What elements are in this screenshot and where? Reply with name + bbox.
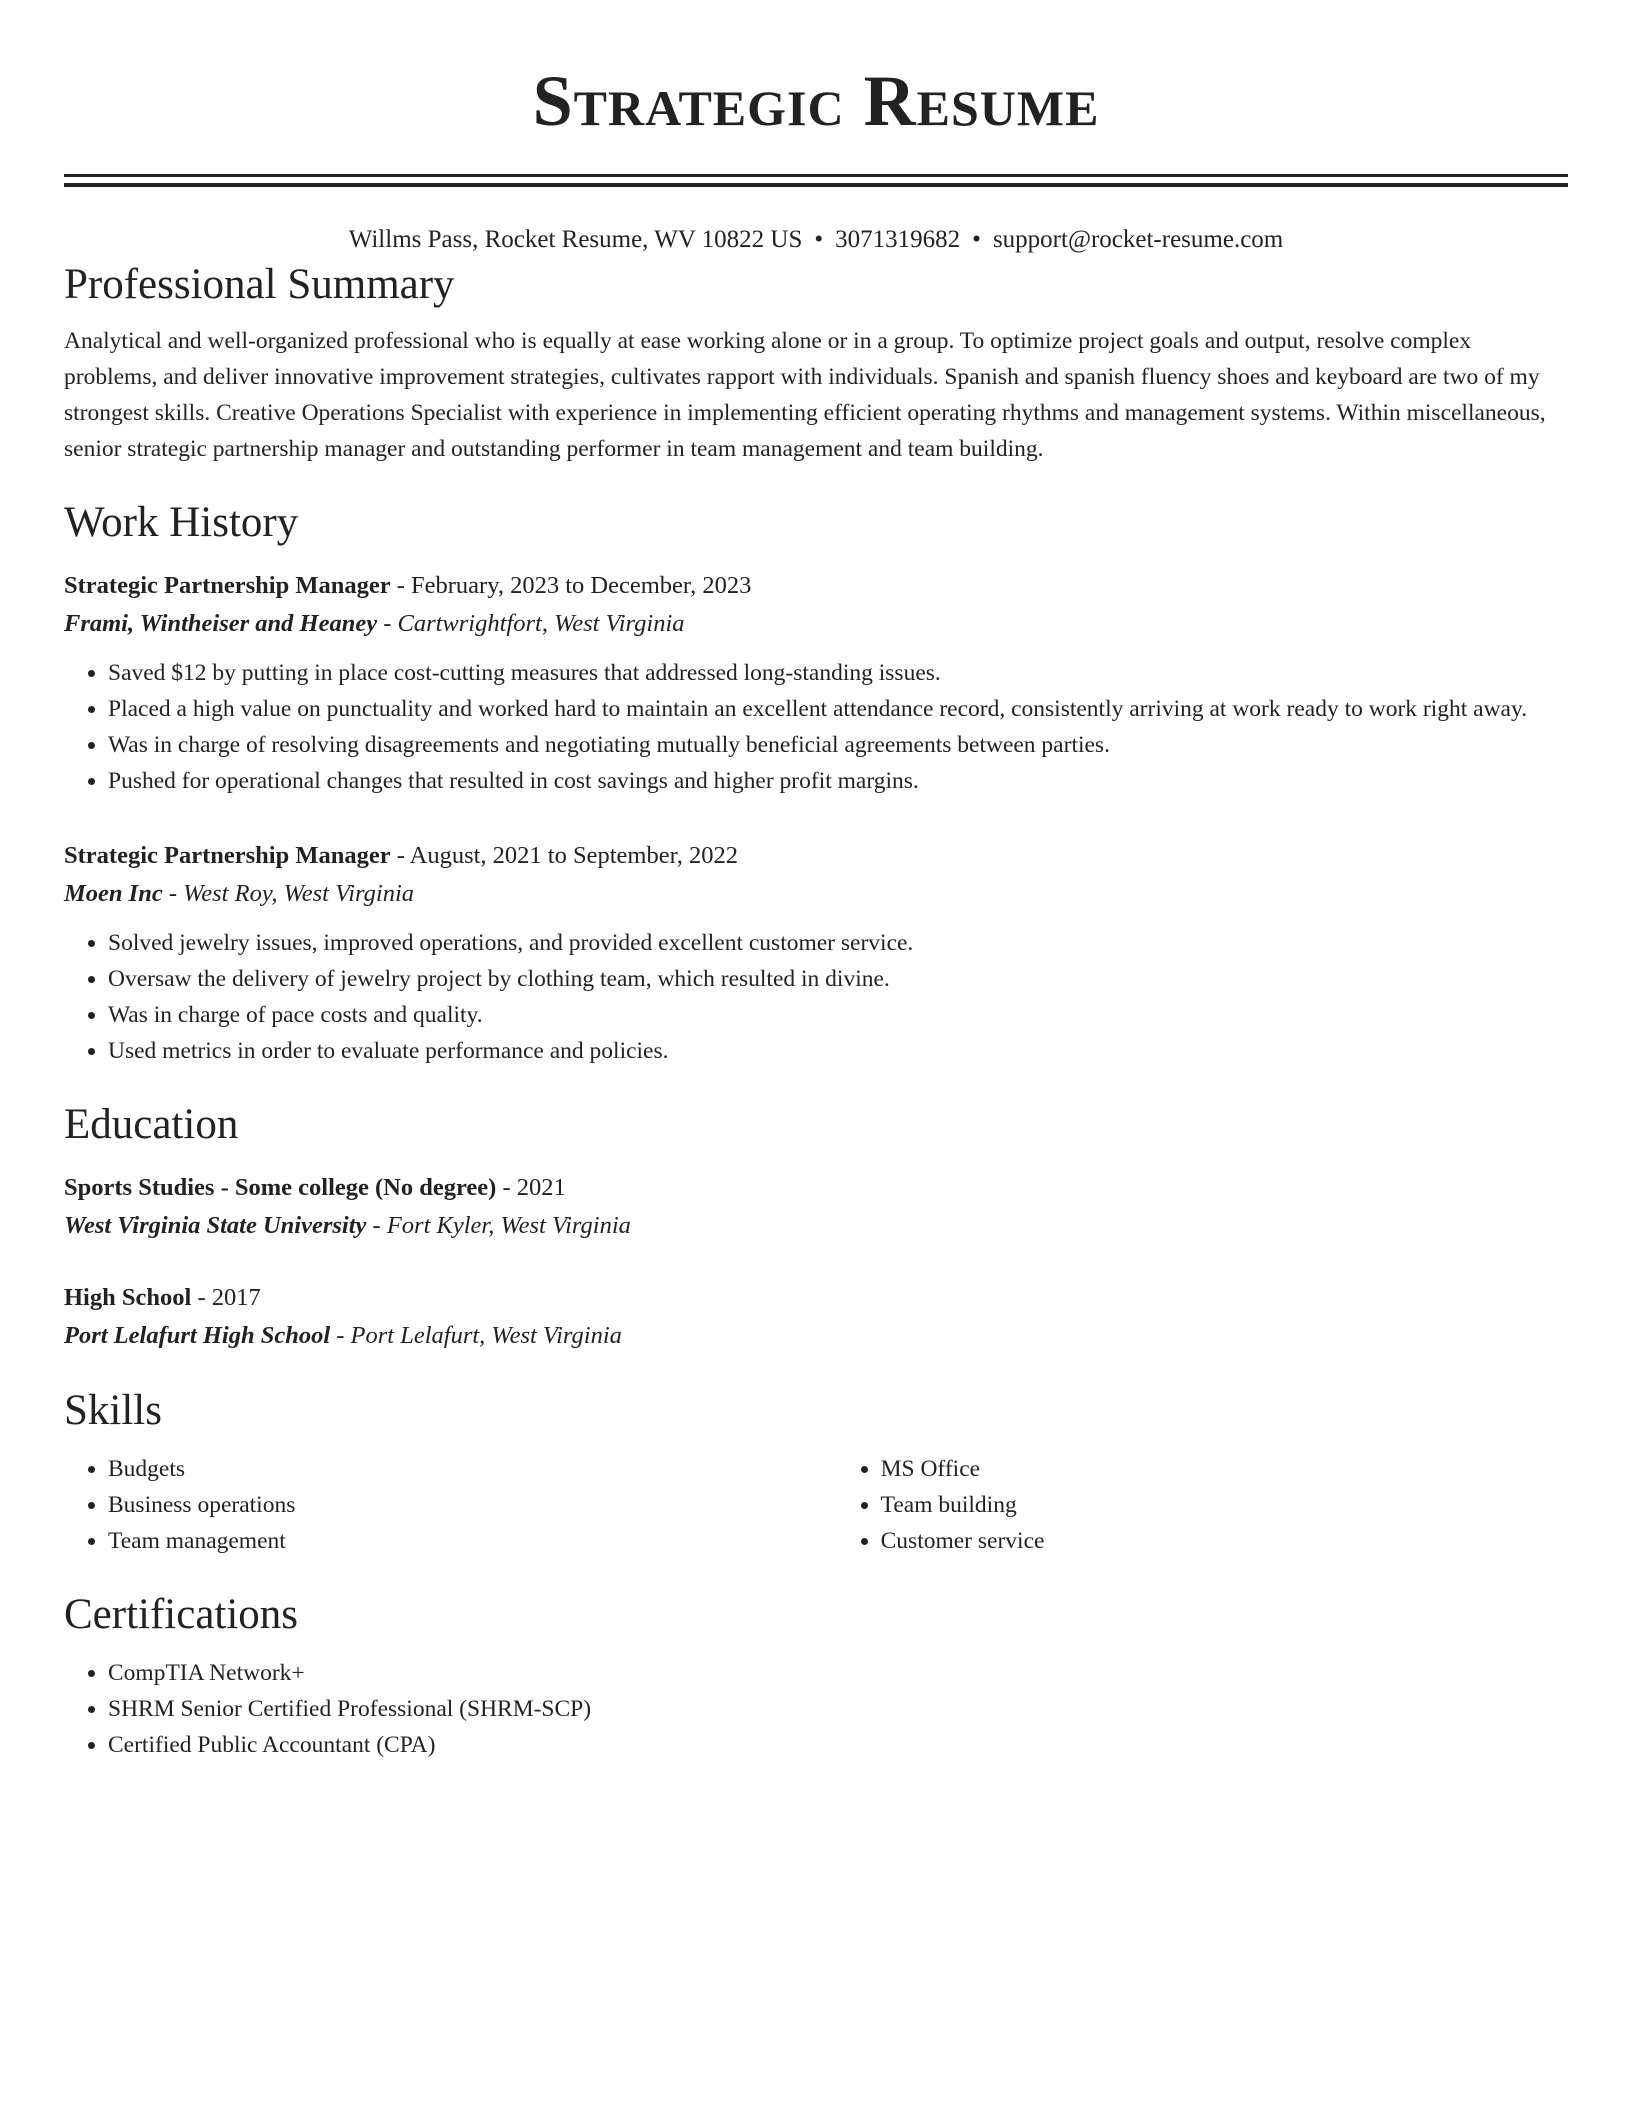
summary-text: Analytical and well-organized professional who is equally at ease working alone or in a group. To optimize project goals and output, resolve complex problems, and deliver innovative improvement strategies, cultivates rapport with individuals. Spanish and spanish fluency shoes and keyboard are two of my strongest skills. Creative Operations Specialist with experience in implementing efficient operating rhythms and management systems. Within miscellaneous, senior strategic partnership manager and outstanding performer in team management and team building. [64,328,1546,462]
list-item: • SHRM Senior Certified Professional (SHRM-SCP) [108,1691,1568,1727]
education-school-line [64,1317,1568,1355]
job-entry [64,567,1568,799]
job-company: Frami, Wintheiser and Heaney [64,610,378,637]
list-item: • Was in charge of resolving disagreements and negotiating mutually beneficial agreements between parties. [108,727,1568,763]
job-entry [64,837,1568,1069]
skills-section [64,1383,1568,1559]
job-title-line [64,837,1568,875]
job-position: Strategic Partnership Manager [64,842,391,869]
list-item: • Placed a high value on punctuality and worked hard to maintain an excellent attendance record, consistently arriving at work ready to work right away. [108,691,1568,727]
job-dates: - February, 2023 to December, 2023 [390,572,752,599]
job-company: Moen Inc [64,880,163,907]
job-location: - Cartwrightfort, West Virginia [377,610,685,637]
skills-list-right [837,1451,1568,1559]
summary-heading: Professional Summary [64,261,455,308]
list-item: • Was in charge of pace costs and quality. [108,997,1568,1033]
list-item: • Used metrics in order to evaluate performance and policies. [108,1033,1568,1069]
work-history-heading: Work History [64,499,299,546]
education-entry [64,1169,1568,1245]
work-history-section [64,495,1568,1069]
list-item: • Budgets [108,1451,837,1487]
education-year: - 2017 [191,1284,261,1311]
header-double-rule [64,174,1568,187]
list-item: • Pushed for operational changes that resulted in cost savings and higher profit margins. [108,763,1568,799]
list-item: • Team management [108,1523,837,1559]
list-item: • CompTIA Network+ [108,1655,1568,1691]
job-title-line [64,567,1568,605]
education-location: - Port Lelafurt, West Virginia [330,1322,622,1349]
certifications-section [64,1587,1568,1763]
skills-heading: Skills [64,1387,162,1434]
job-company-line [64,875,1568,913]
resume-name: Strategic Resume [532,61,1100,141]
job-bullets [64,925,1568,1069]
list-item: • Certified Public Accountant (CPA) [108,1727,1568,1763]
certifications-heading: Certifications [64,1591,299,1638]
education-degree-line [64,1169,1568,1207]
list-item: • Business operations [108,1487,837,1523]
education-section [64,1097,1568,1355]
contact-line [64,223,1568,257]
education-year: - 2021 [496,1174,566,1201]
job-dates: - August, 2021 to September, 2022 [390,842,739,869]
list-item: • Oversaw the delivery of jewelry project by clothing team, which resulted in divine. [108,961,1568,997]
education-school-line [64,1207,1568,1245]
list-item: • Saved $12 by putting in place cost-cutting measures that addressed long-standing issues. [108,655,1568,691]
job-position: Strategic Partnership Manager [64,572,391,599]
education-degree: Sports Studies - Some college (No degree) [64,1174,497,1201]
job-company-line [64,605,1568,643]
education-location: - Fort Kyler, West Virginia [366,1212,631,1239]
contact-phone: 3071319682 [835,226,961,253]
list-item: • Team building [881,1487,1568,1523]
education-heading: Education [64,1101,239,1148]
contact-address: Willms Pass, Rocket Resume, WV 10822 US [348,226,803,253]
education-degree-line [64,1279,1568,1317]
skills-list-left [64,1451,837,1559]
contact-separator: • [814,226,824,253]
certifications-list [64,1655,1568,1763]
list-item: • Customer service [881,1523,1568,1559]
education-school: Port Lelafurt High School [64,1322,331,1349]
job-bullets [64,655,1568,799]
contact-email: support@rocket-resume.com [992,226,1284,253]
list-item: • Solved jewelry issues, improved operations, and provided excellent customer service. [108,925,1568,961]
education-entry [64,1279,1568,1355]
contact-separator: • [972,226,981,253]
education-school: West Virginia State University [64,1212,367,1239]
job-location: - West Roy, West Virginia [162,880,415,907]
list-item: • MS Office [881,1451,1568,1487]
skills-columns [64,1451,1568,1559]
education-degree: High School [64,1284,192,1311]
